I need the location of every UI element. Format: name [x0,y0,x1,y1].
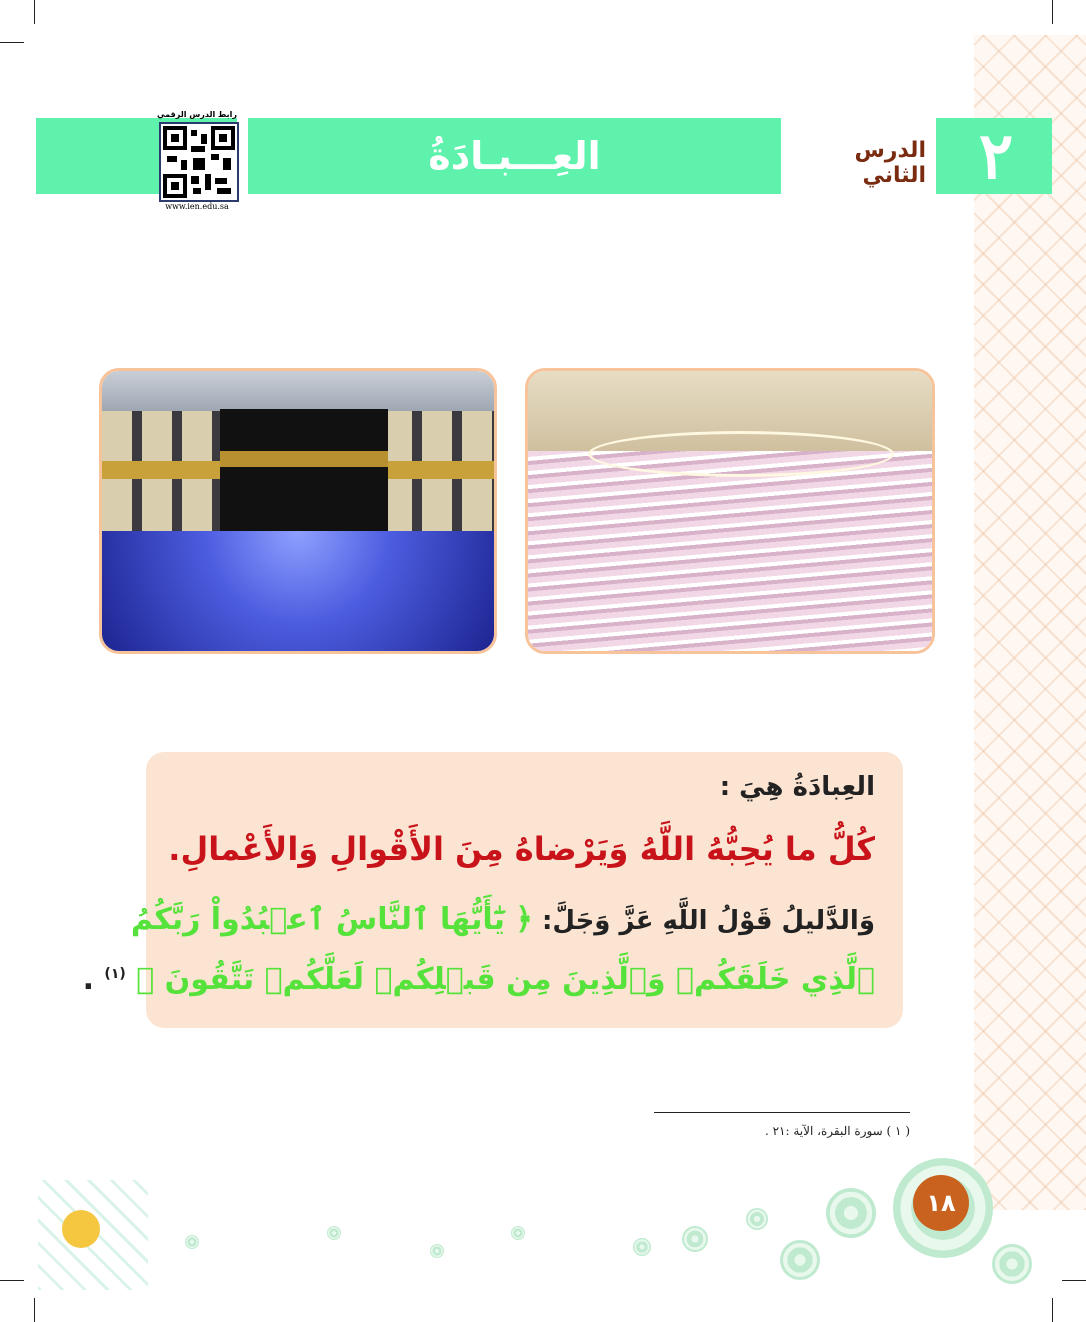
crop-mark [34,1298,35,1322]
crop-mark [1052,0,1053,24]
verse-line-2-row [83,962,875,997]
rosette-ornament [826,1188,876,1238]
rosette-ornament [430,1244,444,1258]
qr-code-icon[interactable] [159,122,239,202]
crop-mark [1062,1280,1086,1281]
lesson-label: الدرس الثاني [854,138,926,188]
definition-text: كُلُّ ما يُحِبُّهُ اللَّهُ وَيَرْضاهُ مِنَ الأَقْوالِ وَالأَعْمالِ. [168,830,875,868]
rosette-ornament [682,1226,708,1252]
definition-box [82,752,903,1028]
page-number-badge [913,1175,969,1231]
footnote-rule [654,1112,910,1113]
footnote-ref[interactable]: (١) [104,966,126,982]
kaaba-photo [99,368,497,654]
photo-crowd [102,531,494,651]
crop-mark [1052,1298,1053,1322]
photo-chandelier [588,431,894,477]
definition-title: العِبادَةُ هِيَ : [719,772,875,802]
lesson-number-box [940,118,1052,194]
photo-worshippers [528,451,932,651]
proof-line [131,902,875,937]
rosette-ornament [327,1226,341,1240]
verse-line-1: ﴿ يَٰٓأَيُّهَا ٱلنَّاسُ ٱعۡبُدُواْ رَبَّكُمُ [130,902,533,937]
mosque-prayer-photo [525,368,935,654]
publisher-logo-icon [62,1210,100,1248]
rosette-ornament [746,1208,768,1230]
rosette-ornament [992,1244,1032,1284]
end-mark: . [82,962,94,997]
crop-mark [0,1280,24,1281]
proof-label: وَالدَّليلُ قَوْلُ اللَّهِ عَزَّ وَجَلَّ: [541,906,875,936]
footnote: ( ١ ) سورة البقرة، الآية :٢١ . [764,1124,910,1138]
qr-code-block[interactable] [155,110,239,214]
rosette-ornament [511,1226,525,1240]
rosette-ornament [780,1240,820,1280]
lesson-number: ٢ [978,118,1014,194]
rosette-ornament [185,1235,199,1249]
rosette-ornament [633,1238,651,1256]
verse-line-2: ٱلَّذِي خَلَقَكُمۡ وَٱلَّذِينَ مِن قَبۡلِكُمۡ لَعَلَّكُمۡ تَتَّقُونَ ﴾ [136,962,875,997]
side-ornament-pattern [974,35,1086,1210]
crop-mark [0,42,24,43]
kaaba-gold-belt [220,451,388,467]
lesson-label-box [793,118,936,194]
qr-url[interactable]: www.ien.edu.sa [165,202,229,211]
kaaba-shape [220,409,388,547]
header-divider [781,110,793,202]
photo-sky [102,371,494,411]
page-title: العِـــبـادَةُ [428,134,601,178]
crop-mark [34,0,35,24]
qr-caption: رابط الدرس الرقمي [157,110,237,119]
page-number: ١٨ [926,1189,956,1217]
